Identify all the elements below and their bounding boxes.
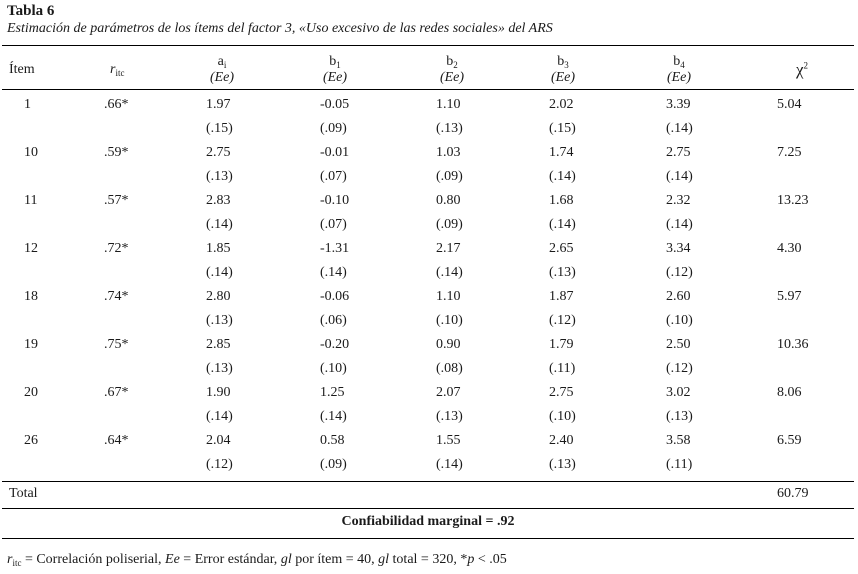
header-b1: $b_1$ (Ee) [322,54,348,85]
cell-b4-ee: (.14) [666,121,693,136]
cell-b4-ee: (.13) [666,409,693,424]
cell-a: 2.83 [206,193,231,208]
cell-item: 20 [24,385,38,400]
cell-b1: 1.25 [320,385,345,400]
cell-b3-ee: (.14) [549,217,576,232]
cell-chi2: 6.59 [777,433,802,448]
cell-b2: 0.80 [436,193,461,208]
cell-a-ee: (.13) [206,313,233,328]
total-label: Total [9,486,38,501]
header-item: Ítem [9,62,35,77]
cell-item: 19 [24,337,38,352]
total-rule [2,508,854,509]
header-chi2: $\chi^2$ [796,60,809,79]
cell-chi2: 7.25 [777,145,802,160]
cell-b4-ee: (.14) [666,217,693,232]
cell-b1-ee: (.07) [320,217,347,232]
cell-b3: 2.65 [549,241,574,256]
cell-b4-ee: (.10) [666,313,693,328]
cell-b3: 1.68 [549,193,574,208]
cell-b1: 0.58 [320,433,345,448]
total-value: 60.79 [777,486,809,501]
cell-b1-ee: (.07) [320,169,347,184]
cell-a-ee: (.12) [206,457,233,472]
cell-b1: -0.10 [320,193,350,208]
body-rule [2,481,854,482]
cell-chi2: 10.36 [777,337,809,352]
bottom-rule [2,538,854,539]
cell-b1-ee: (.09) [320,457,347,472]
cell-b3: 1.74 [549,145,574,160]
cell-b2: 2.17 [436,241,461,256]
table-title: Tabla 6 [7,3,55,19]
reliability-note: Confiabilidad marginal = .92 [341,514,515,529]
cell-a: 2.80 [206,289,231,304]
cell-b2: 0.90 [436,337,461,352]
cell-b1: -0.06 [320,289,350,304]
cell-b3-ee: (.13) [549,457,576,472]
cell-item: 1 [24,97,31,112]
cell-b4: 2.50 [666,337,691,352]
cell-b4: 3.39 [666,97,691,112]
cell-b4-ee: (.12) [666,265,693,280]
top-rule [2,45,854,46]
cell-chi2: 13.23 [777,193,809,208]
cell-b4-ee: (.14) [666,169,693,184]
cell-b2-ee: (.08) [436,361,463,376]
cell-b3: 2.02 [549,97,574,112]
cell-item: 18 [24,289,38,304]
cell-b3: 1.79 [549,337,574,352]
header-b4: $b_4$ (Ee) [666,54,692,85]
cell-b4-ee: (.12) [666,361,693,376]
header-a: $a_i$ (Ee) [209,54,235,85]
table-footnote: $r_{itc}$ = Correlación poliserial, Ee = Error estándar, gl por ítem = 40, gl total = 320, *p < .05 [7,552,507,568]
cell-b2: 1.03 [436,145,461,160]
cell-chi2: 8.06 [777,385,802,400]
cell-a-ee: (.15) [206,121,233,136]
cell-b2: 1.10 [436,97,461,112]
cell-a: 1.97 [206,97,231,112]
cell-item: 10 [24,145,38,160]
cell-ritc: .75* [104,337,129,352]
cell-b4: 2.75 [666,145,691,160]
cell-b1: -0.01 [320,145,350,160]
cell-a: 1.90 [206,385,231,400]
cell-b1-ee: (.14) [320,265,347,280]
cell-b4: 2.32 [666,193,691,208]
cell-ritc: .74* [104,289,129,304]
cell-b3: 2.75 [549,385,574,400]
cell-a-ee: (.14) [206,409,233,424]
cell-b1: -0.05 [320,97,350,112]
cell-a-ee: (.14) [206,217,233,232]
cell-a: 2.04 [206,433,231,448]
cell-b4: 3.34 [666,241,691,256]
cell-item: 11 [24,193,38,208]
cell-ritc: .64* [104,433,129,448]
cell-b3: 2.40 [549,433,574,448]
cell-ritc: .67* [104,385,129,400]
cell-a-ee: (.13) [206,361,233,376]
cell-a: 2.85 [206,337,231,352]
cell-b2-ee: (.14) [436,265,463,280]
cell-a: 1.85 [206,241,231,256]
cell-b2: 1.10 [436,289,461,304]
cell-chi2: 5.97 [777,289,802,304]
cell-b1: -1.31 [320,241,350,256]
cell-b1: -0.20 [320,337,350,352]
cell-a: 2.75 [206,145,231,160]
header-b3: $b_3$ (Ee) [550,54,576,85]
cell-b3-ee: (.14) [549,169,576,184]
cell-b2-ee: (.09) [436,169,463,184]
cell-b1-ee: (.09) [320,121,347,136]
cell-ritc: .57* [104,193,129,208]
cell-b1-ee: (.10) [320,361,347,376]
cell-b4: 2.60 [666,289,691,304]
cell-b1-ee: (.06) [320,313,347,328]
cell-b1-ee: (.14) [320,409,347,424]
cell-chi2: 4.30 [777,241,802,256]
header-rule [2,89,854,90]
header-ritc: $r_{itc}$ [110,62,125,78]
cell-ritc: .59* [104,145,129,160]
cell-item: 12 [24,241,38,256]
cell-a-ee: (.14) [206,265,233,280]
cell-b2-ee: (.14) [436,457,463,472]
table-caption: Estimación de parámetros de los ítems del factor 3, «Uso excesivo de las redes sociales» del ARS [7,21,553,36]
cell-chi2: 5.04 [777,97,802,112]
cell-b3-ee: (.15) [549,121,576,136]
cell-ritc: .66* [104,97,129,112]
cell-b4: 3.58 [666,433,691,448]
cell-b2-ee: (.13) [436,121,463,136]
cell-b2: 1.55 [436,433,461,448]
cell-b2-ee: (.10) [436,313,463,328]
cell-b4: 3.02 [666,385,691,400]
cell-item: 26 [24,433,38,448]
cell-b2: 2.07 [436,385,461,400]
cell-b3-ee: (.11) [549,361,576,376]
cell-a-ee: (.13) [206,169,233,184]
cell-b4-ee: (.11) [666,457,693,472]
cell-ritc: .72* [104,241,129,256]
cell-b3-ee: (.10) [549,409,576,424]
cell-b3-ee: (.12) [549,313,576,328]
header-b2: $b_2$ (Ee) [439,54,465,85]
cell-b3: 1.87 [549,289,574,304]
cell-b2-ee: (.09) [436,217,463,232]
cell-b2-ee: (.13) [436,409,463,424]
cell-b3-ee: (.13) [549,265,576,280]
